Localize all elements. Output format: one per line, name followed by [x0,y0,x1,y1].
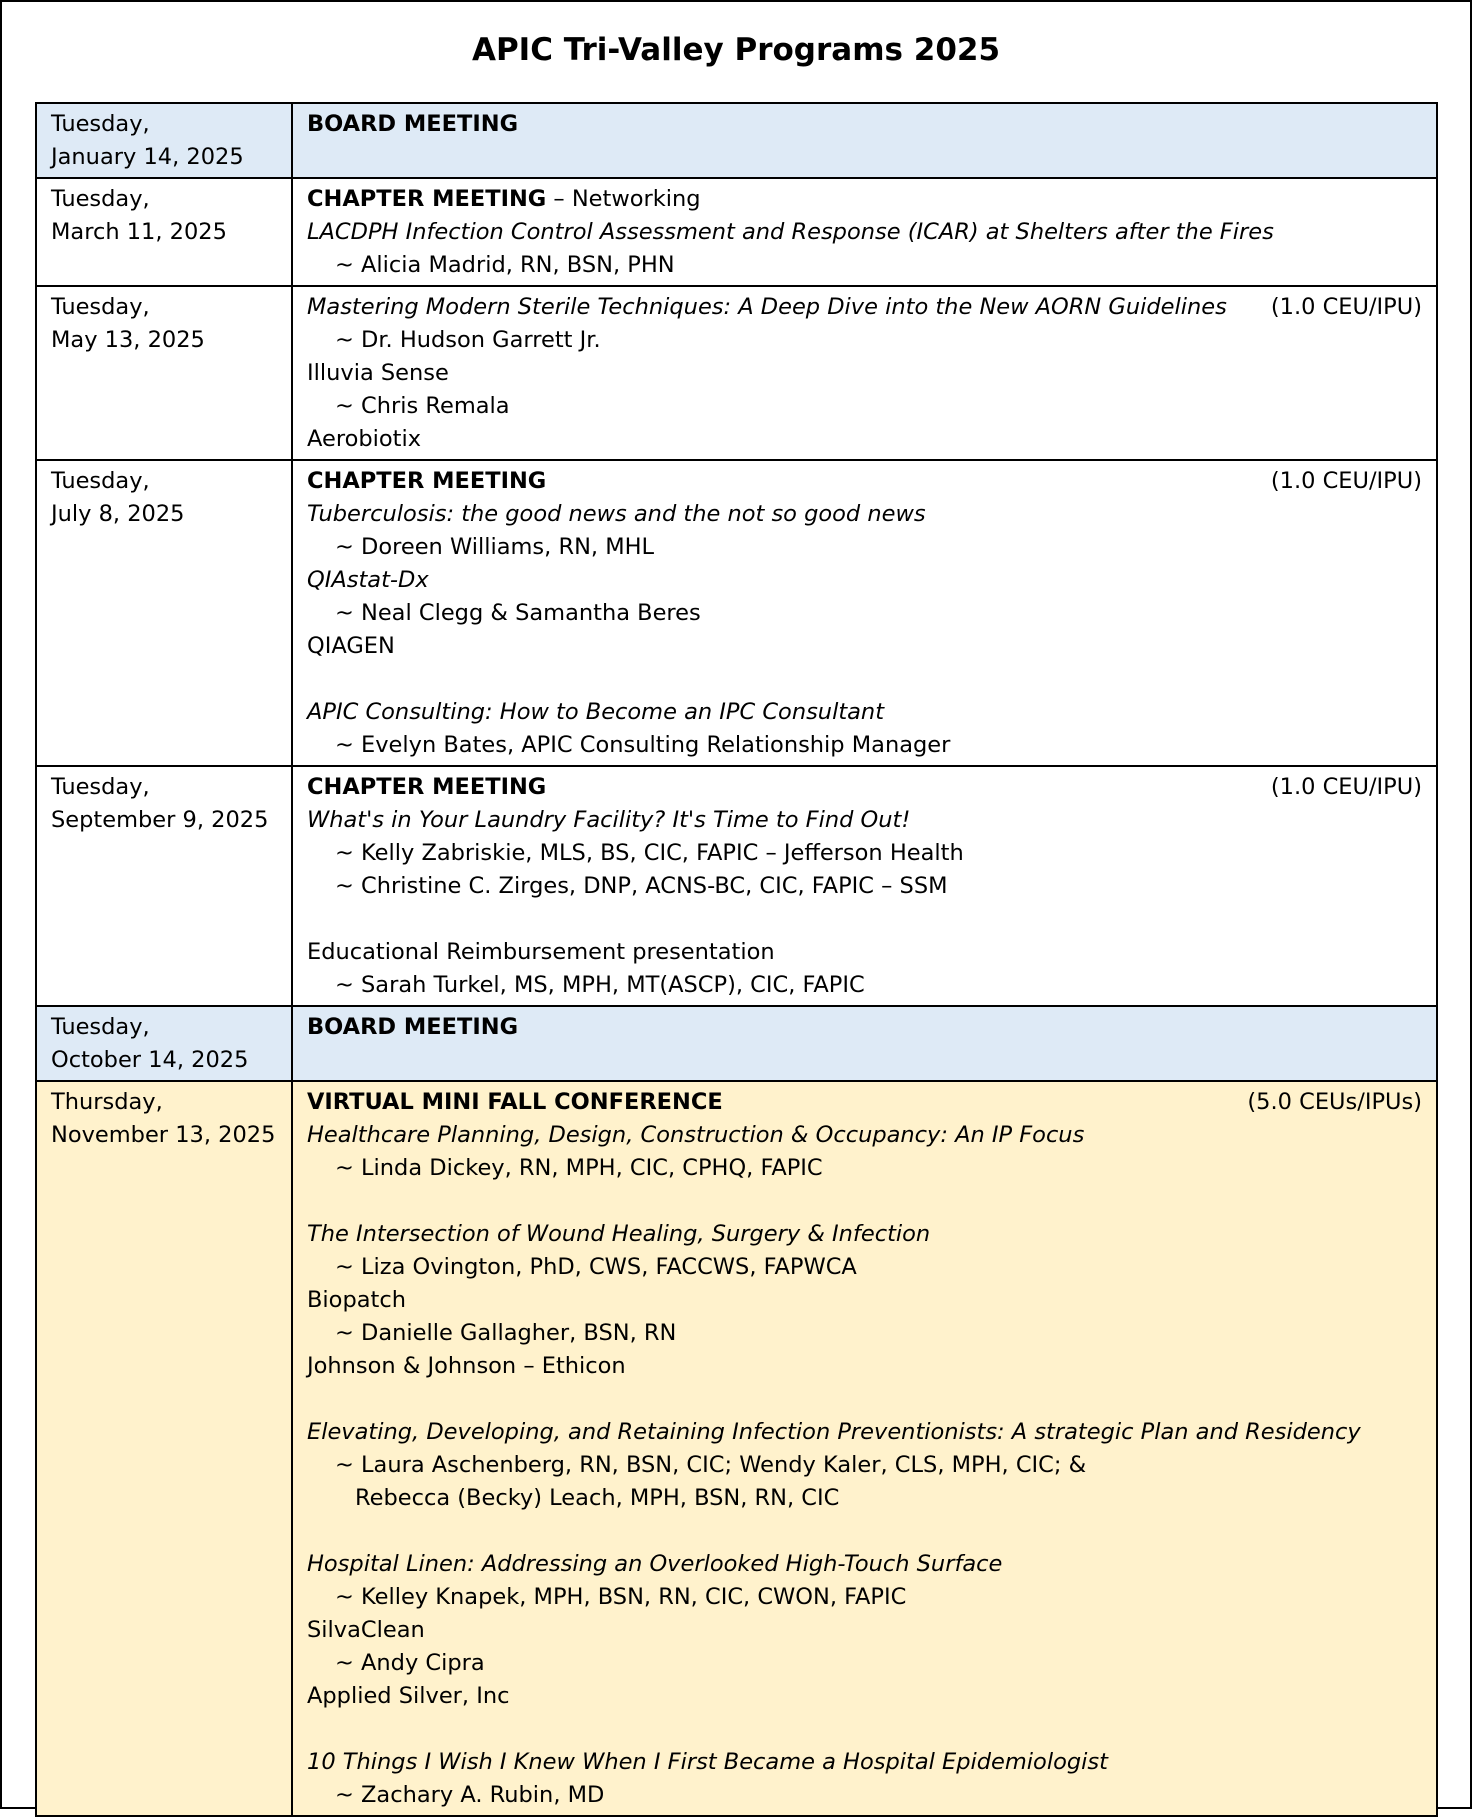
ceu-credit: (1.0 CEU/IPU) [1270,774,1422,800]
program-cell [292,286,1437,460]
weekday: Tuesday, [51,294,150,320]
speaker: ~ Linda Dickey, RN, MPH, CIC, CPHQ, FAPIC [335,1155,823,1181]
date: October 14, 2025 [51,1047,249,1073]
meeting-heading: CHAPTER MEETING [307,774,547,800]
speaker: ~ Kelley Knapek, MPH, BSN, RN, CIC, CWON, FAPIC [335,1584,907,1610]
date: January 14, 2025 [51,144,244,170]
date: November 13, 2025 [51,1122,276,1148]
date-cell [36,460,292,766]
speaker: ~ Sarah Turkel, MS, MPH, MT(ASCP), CIC, FAPIC [335,972,865,998]
program-cell [292,460,1437,766]
weekday: Tuesday, [51,774,150,800]
program-cell [292,178,1437,286]
meeting-subtitle: – Networking [546,186,701,212]
weekday: Tuesday, [51,468,150,494]
program-cell [292,1006,1437,1081]
page-title: APIC Tri-Valley Programs 2025 [471,32,1001,68]
speaker: ~ Zachary A. Rubin, MD [335,1782,605,1808]
heading-line [307,1086,1422,1119]
spacer [307,903,1422,936]
talk-title: Mastering Modern Sterile Techniques: A Deep Dive into the New AORN Guidelines [307,294,1227,320]
talk-title: APIC Consulting: How to Become an IPC Consultant [307,699,885,725]
talk-title: Hospital Linen: Addressing an Overlooked High-Touch Surface [307,1551,1003,1577]
date-cell [36,1081,292,1816]
program-cell [292,103,1437,178]
ceu-credit: (5.0 CEUs/IPUs) [1247,1089,1422,1115]
spacer [307,1383,1422,1416]
meeting-heading: BOARD MEETING [307,1014,519,1040]
ceu-credit: (1.0 CEU/IPU) [1270,468,1422,494]
date-cell [36,766,292,1006]
spacer [307,1515,1422,1548]
date: May 13, 2025 [51,327,205,353]
date-cell [36,1006,292,1081]
program-cell [292,1081,1437,1816]
talk-title: Educational Reimbursement presentation [307,939,775,965]
speaker: ~ Doreen Williams, RN, MHL [335,534,655,560]
sponsor-company: Applied Silver, Inc [307,1683,510,1709]
date: March 11, 2025 [51,219,227,245]
talk-title: The Intersection of Wound Healing, Surgery & Infection [307,1221,931,1247]
talk-title: Healthcare Planning, Design, Construction & Occupancy: An IP Focus [307,1122,1085,1148]
speaker: ~ Alicia Madrid, RN, BSN, PHN [335,252,675,278]
talk-title: 10 Things I Wish I Knew When I First Became a Hospital Epidemiologist [307,1749,1108,1775]
table-row [36,286,1437,460]
sponsor-speaker: ~ Chris Remala [335,393,510,419]
weekday: Thursday, [51,1089,163,1115]
weekday: Tuesday, [51,111,150,137]
sponsor-company: Johnson & Johnson – Ethicon [307,1353,626,1379]
talk-title: Tuberculosis: the good news and the not so good news [307,501,926,527]
date-cell [36,103,292,178]
talk-title: What's in Your Laundry Facility? It's Time to Find Out! [307,807,911,833]
date-cell [36,286,292,460]
spacer [307,663,1422,696]
table-row [36,103,1437,178]
talk-title: Elevating, Developing, and Retaining Infection Preventionists: A strategic Plan and Residency [307,1419,1361,1445]
speaker: ~ Christine C. Zirges, DNP, ACNS-BC, CIC, FAPIC – SSM [335,873,948,899]
table-row [36,460,1437,766]
sponsor-speaker: ~ Andy Cipra [335,1650,485,1676]
heading-line [307,183,1422,216]
meeting-heading: VIRTUAL MINI FALL CONFERENCE [307,1089,723,1115]
sponsor-talk: SilvaClean [307,1617,425,1643]
weekday: Tuesday, [51,186,150,212]
talk-title: LACDPH Infection Control Assessment and Response (ICAR) at Shelters after the Fires [307,219,1274,245]
date-cell [36,178,292,286]
programs-table [35,102,1438,1817]
ceu-credit: (1.0 CEU/IPU) [1270,294,1422,320]
speaker: ~ Liza Ovington, PhD, CWS, FACCWS, FAPWCA [335,1254,857,1280]
program-cell [292,766,1437,1006]
date: September 9, 2025 [51,807,269,833]
sponsor-company: Aerobiotix [307,426,422,452]
speaker: ~ Laura Aschenberg, RN, BSN, CIC; Wendy Kaler, CLS, MPH, CIC; & [335,1452,1087,1478]
weekday: Tuesday, [51,1014,150,1040]
meeting-heading: CHAPTER MEETING [307,468,547,494]
table-row [36,1006,1437,1081]
speaker: ~ Dr. Hudson Garrett Jr. [335,327,601,353]
sponsor-speaker: ~ Danielle Gallagher, BSN, RN [335,1320,677,1346]
heading-line [307,465,1422,498]
heading-line [307,771,1422,804]
speaker: ~ Kelly Zabriskie, MLS, BS, CIC, FAPIC – Jefferson Health [335,840,964,866]
sponsor-talk: Biopatch [307,1287,406,1313]
table-row [36,1081,1437,1816]
table-row [36,178,1437,286]
speaker-continued: Rebecca (Becky) Leach, MPH, BSN, RN, CIC [355,1485,840,1511]
sponsor-talk: Illuvia Sense [307,360,449,386]
sponsor-talk: QIAstat-Dx [307,567,429,593]
heading-line [307,291,1422,324]
speaker: ~ Evelyn Bates, APIC Consulting Relationship Manager [335,732,951,758]
sponsor-speaker: ~ Neal Clegg & Samantha Beres [335,600,701,626]
meeting-heading: CHAPTER MEETING [307,186,547,212]
date: July 8, 2025 [51,501,185,527]
table-row [36,766,1437,1006]
sponsor-company: QIAGEN [307,633,395,659]
spacer [307,1185,1422,1218]
meeting-heading: BOARD MEETING [307,111,519,137]
spacer [307,1713,1422,1746]
